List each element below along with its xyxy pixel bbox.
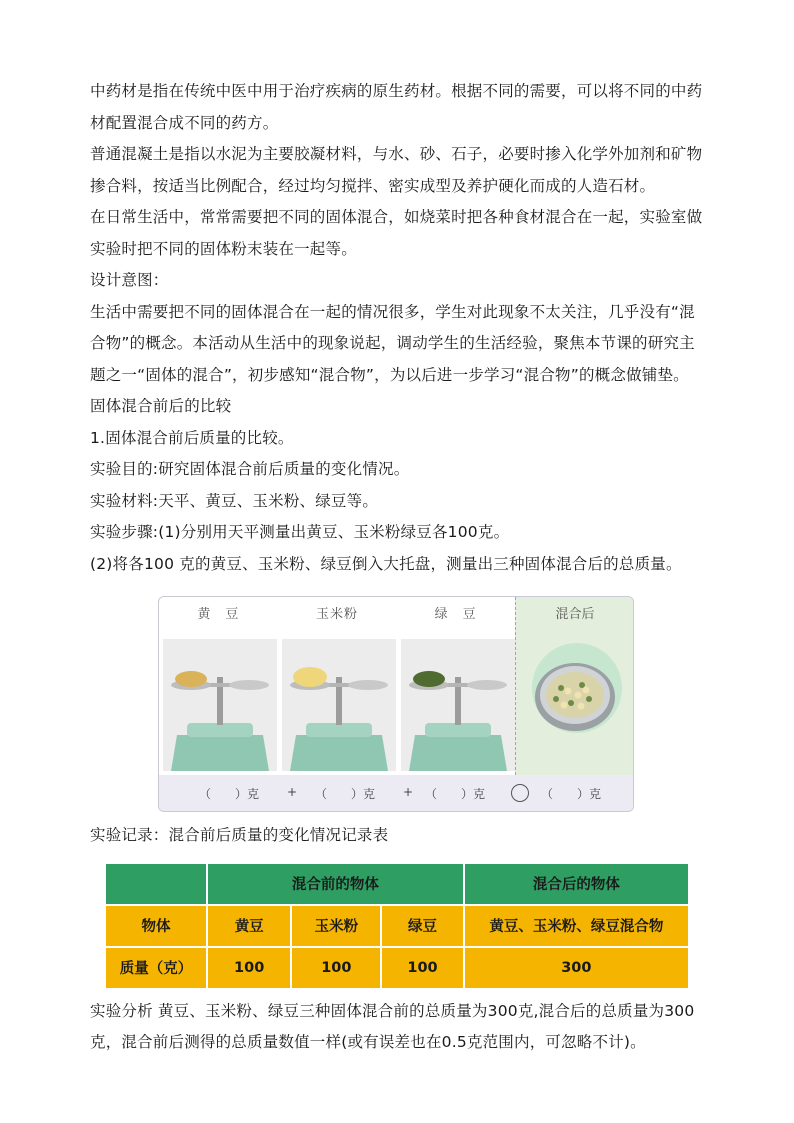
table-cell: 黄豆、玉米粉、绿豆混合物 bbox=[464, 905, 689, 947]
table-row bbox=[105, 905, 689, 947]
blank-grams: （ ）克 bbox=[541, 787, 602, 801]
paragraph: 设计意图： bbox=[90, 271, 169, 289]
table-cell: 玉米粉 bbox=[291, 905, 381, 947]
table-cell: 绿豆 bbox=[381, 905, 463, 947]
table-cell: 100 bbox=[291, 947, 381, 989]
figure-header bbox=[159, 597, 515, 633]
table-cell: 质量（克） bbox=[105, 947, 207, 989]
balance-scale-icon bbox=[282, 639, 396, 771]
analysis-paragraph: 实验分析 黄豆、玉米粉、绿豆三种固体混合前的总质量为300克,混合后的总质量为300克，混合前后测得的总质量数值一样(或有误差也在0.5克范围内，可忽略不计)。 bbox=[90, 1001, 695, 1051]
table-cell: 黄豆 bbox=[207, 905, 291, 947]
paragraph: (2)将各100 克的黄豆、玉米粉、绿豆倒入大托盘，测量出三种固体混合后的总质量。 bbox=[90, 554, 682, 573]
paragraph: 中药材是指在传统中医中用于治疗疾病的原生药材。根据不同的需要，可以将不同的中药材配置混合成不同的药方。 bbox=[90, 82, 703, 132]
mixed-result-panel bbox=[515, 597, 634, 775]
table-cell bbox=[105, 863, 207, 905]
blank-grams: （ ）克 bbox=[425, 787, 486, 801]
paragraph: 在日常生活中，常常需要把不同的固体混合，如烧菜时把各种食材混合在一起，实验室做实验时把不同的固体粉末装在一起等。 bbox=[90, 208, 703, 258]
figure-equation-bar bbox=[159, 775, 633, 811]
paragraph: 1.固体混合前后质量的比较。 bbox=[90, 428, 294, 447]
table-header-cell: 混合前的物体 bbox=[207, 863, 464, 905]
record-title: 实验记录：混合前后质量的变化情况记录表 bbox=[90, 826, 389, 844]
figure-header-label: 绿 豆 bbox=[434, 607, 477, 622]
figure-header-label: 玉米粉 bbox=[316, 607, 359, 622]
scale-photos bbox=[163, 639, 515, 771]
scale-photo-soybean bbox=[163, 639, 277, 771]
figure-header-label: 黄 豆 bbox=[197, 607, 240, 622]
paragraph: 实验步骤:(1)分别用天平测量出黄豆、玉米粉绿豆各100克。 bbox=[90, 523, 510, 541]
paragraph: 普通混凝土是指以水泥为主要胶凝材料，与水、砂、石子，必要时掺入化学外加剂和矿物掺合料，按适当比例配合，经过均匀搅拌、密实成型及养护硬化而成的人造石材。 bbox=[90, 145, 703, 195]
scale-photo-cornmeal bbox=[282, 639, 396, 771]
table-header-cell: 混合后的物体 bbox=[464, 863, 689, 905]
figure-header-label: 混合后 bbox=[555, 607, 595, 622]
blank-grams: （ ）克 bbox=[315, 787, 376, 801]
blank-grams: （ ）克 bbox=[199, 787, 260, 801]
balance-scale-icon bbox=[401, 639, 515, 771]
plus-sign: + bbox=[287, 785, 298, 799]
scale-photo-mungbean bbox=[401, 639, 515, 771]
paragraph: 实验材料:天平、黄豆、玉米粉、绿豆等。 bbox=[90, 491, 379, 510]
table-cell: 100 bbox=[207, 947, 291, 989]
table-cell: 100 bbox=[381, 947, 463, 989]
balance-scale-icon bbox=[163, 639, 277, 771]
document-page bbox=[90, 76, 706, 1059]
table-cell: 300 bbox=[464, 947, 689, 989]
table-row bbox=[105, 947, 689, 989]
record-table bbox=[104, 862, 690, 990]
circle-operator-icon bbox=[511, 784, 529, 802]
plus-sign: + bbox=[403, 785, 414, 799]
table-row bbox=[105, 863, 689, 905]
paragraph: 实验目的:研究固体混合前后质量的变化情况。 bbox=[90, 460, 410, 478]
balance-scale-figure bbox=[158, 596, 634, 812]
paragraph: 生活中需要把不同的固体混合在一起的情况很多，学生对此现象不太关注，几乎没有“混合物”的概念。本活动从生活中的现象说起，调动学生的生活经验，聚焦本节课的研究主题之一“固体的混合”，初步感知“混合物”，为以后进一步学习“混合物”的概念做铺垫。 bbox=[90, 302, 695, 384]
table-cell: 物体 bbox=[105, 905, 207, 947]
mixed-bowl-icon bbox=[516, 633, 634, 775]
paragraph: 固体混合前后的比较 bbox=[90, 397, 232, 415]
